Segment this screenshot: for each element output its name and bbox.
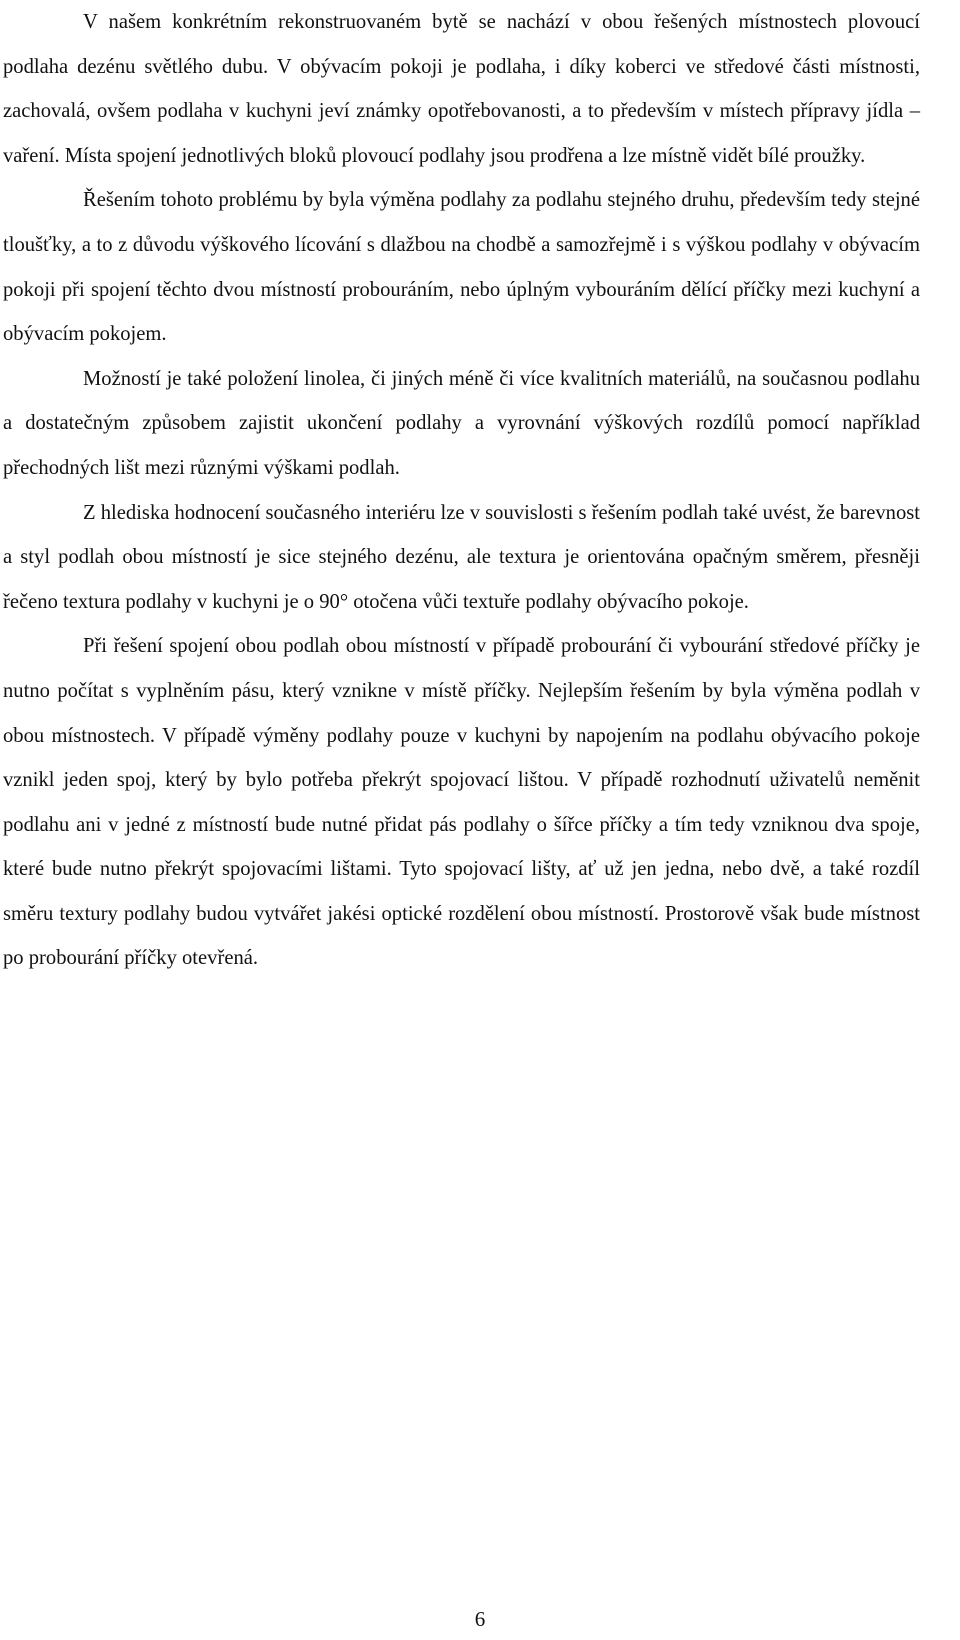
paragraph-linoleum-option: Možností je také položení linolea, či jiných méně či více kvalitních materiálů, na současnou podlahu a dostatečným způsobem zajistit ukončení podlahy a vyrovnání výškových rozdílů pomocí například přechodných lišt mezi různými výškami podlah. xyxy=(3,367,920,479)
page-number: 6 xyxy=(474,1607,486,1631)
paragraph-texture-orientation: Z hlediska hodnocení současného interiéru lze v souvislosti s řešením podlah také uvést, že barevnost a styl podlah obou místností je sice stejného dezénu, ale textura je orientována opačným směrem, přesněji řečeno textura podlahy v kuchyni je o 90° otočena vůči textuře podlahy obývacího pokoje. xyxy=(3,501,920,613)
paragraph-joining-floors: Při řešení spojení obou podlah obou místností v případě probourání či vybourání středové příčky je nutno počítat s vyplněním pásu, který vznikne v místě příčky. Nejlepším řešením by byla výměna podlah v obou místnostech. V případě výměny podlahy pouze v kuchyni by napojením na podlahu obývacího pokoje vznikl jeden spoj, který by bylo potřeba překrýt spojovací lištou. V případě rozhodnutí uživatelů neměnit podlahu ani v jedné z místností bude nutné přidat pás podlahy o šířce příčky a tím tedy vzniknou dva spoje, které bude nutno překrýt spojovacími lištami. Tyto spojovací lišty, ať už jen jedna, nebo dvě, a také rozdíl směru textury podlahy budou vytvářet jakési optické rozdělení obou místností. Prostorově však bude místnost po probourání příčky otevřená. xyxy=(3,635,920,970)
document-body xyxy=(3,0,920,981)
paragraph-replacement-solution: Řešením tohoto problému by byla výměna podlahy za podlahu stejného druhu, především tedy stejné tloušťky, a to z důvodu výškového lícování s dlažbou na chodbě a samozřejmě i s výškou podlahy v obývacím pokoji při spojení těchto dvou místností probouráním, nebo úplným vybouráním dělící příčky mezi kuchyní a obývacím pokojem. xyxy=(3,189,920,346)
paragraph-current-flooring: V našem konkrétním rekonstruovaném bytě se nachází v obou řešených místnostech plovoucí podlaha dezénu světlého dubu. V obývacím pokoji je podlaha, i díky koberci ve středové části místnosti, zachovalá, ovšem podlaha v kuchyni jeví známky opotřebovanosti, a to především v místech přípravy jídla – vaření. Místa spojení jednotlivých bloků plovoucí podlahy jsou prodřena a lze místně vidět bílé proužky. xyxy=(3,11,920,167)
